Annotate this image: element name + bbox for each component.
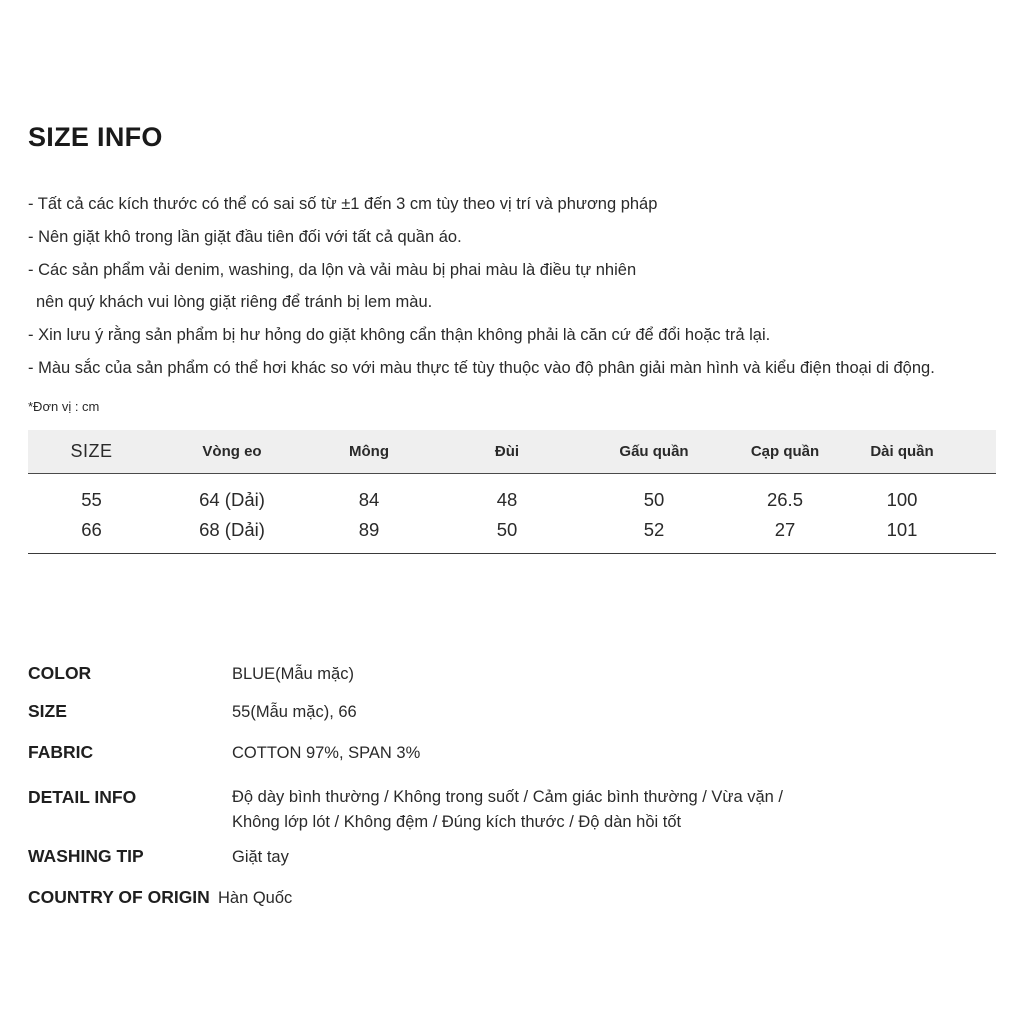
note-item: - Nên giặt khô trong lần giặt đầu tiên đối với tất cả quần áo.	[28, 227, 462, 246]
size-table	[28, 430, 996, 554]
spec-label-color: COLOR	[28, 663, 92, 683]
column-header-waist: Vòng eo	[155, 430, 309, 473]
table-cell: 55	[81, 488, 102, 510]
table-cell: 48	[496, 488, 518, 510]
column-header-thigh: Đùi	[429, 430, 585, 473]
table-cell-spacer	[957, 515, 996, 554]
table-cell: 26.5	[766, 488, 803, 510]
table-row	[28, 515, 996, 554]
spec-value-size: 55(Mẫu mặc), 66	[232, 703, 357, 721]
column-header-hip: Mông	[309, 430, 429, 473]
column-header-spacer	[957, 430, 996, 473]
care-notes-list	[28, 192, 1013, 389]
spec-value-origin: Hàn Quốc	[218, 889, 293, 907]
column-header-hem: Gấu quần	[585, 430, 723, 473]
note-item-continuation: nên quý khách vui lòng giặt riêng để tránh bị lem màu.	[36, 293, 433, 312]
table-cell: 68 (Dải)	[155, 515, 309, 554]
spec-value-detail-line2: Không lớp lót / Không đệm / Đúng kích thước / Độ dàn hồi tốt	[232, 813, 682, 831]
spec-value-washing: Giặt tay	[232, 848, 289, 866]
note-item: - Các sản phẩm vải denim, washing, da lộn và vải màu bị phai màu là điều tự nhiên	[28, 260, 637, 279]
spec-label-fabric: FABRIC	[28, 742, 94, 762]
spec-value-color: BLUE(Mẫu mặc)	[232, 665, 354, 683]
size-table-header	[28, 430, 996, 473]
unit-note: *Đơn vị : cm	[28, 399, 100, 414]
spec-label-size: SIZE	[28, 701, 67, 721]
note-item: - Màu sắc của sản phẩm có thể hơi khác so với màu thực tế tùy thuộc vào độ phân giải màn hình và kiểu điện thoại di động.	[28, 358, 935, 377]
column-header-size: SIZE	[28, 430, 155, 473]
spec-label-origin: COUNTRY OF ORIGIN	[28, 887, 210, 907]
note-item: - Tất cả các kích thước có thể có sai số từ ±1 đến 3 cm tùy theo vị trí và phương pháp	[28, 195, 658, 213]
table-cell: 52	[585, 515, 723, 554]
table-cell: 66	[28, 515, 155, 554]
table-cell: 89	[309, 515, 429, 554]
table-cell: 101	[847, 515, 957, 554]
spec-label-detail: DETAIL INFO	[28, 787, 137, 807]
table-row	[28, 473, 996, 515]
table-cell: 64 (Dải)	[199, 488, 265, 510]
spec-value-fabric: COTTON 97%, SPAN 3%	[232, 744, 421, 762]
table-cell-spacer	[957, 473, 996, 515]
spec-value-detail-line1: Độ dày bình thường / Không trong suốt / Cảm giác bình thường / Vừa vặn /	[232, 788, 784, 806]
table-cell: 100	[886, 488, 918, 510]
table-cell: 50	[643, 488, 665, 510]
table-cell: 27	[723, 515, 847, 554]
page-title: SIZE INFO	[28, 122, 163, 152]
column-header-length: Dài quần	[847, 430, 957, 473]
column-header-rise: Cạp quần	[723, 430, 847, 473]
table-cell: 50	[429, 515, 585, 554]
table-cell: 84	[358, 488, 380, 510]
note-item: - Xin lưu ý rằng sản phẩm bị hư hỏng do giặt không cẩn thận không phải là căn cứ để đổi hoặc trả lại.	[28, 326, 771, 345]
spec-label-washing: WASHING TIP	[28, 846, 144, 866]
